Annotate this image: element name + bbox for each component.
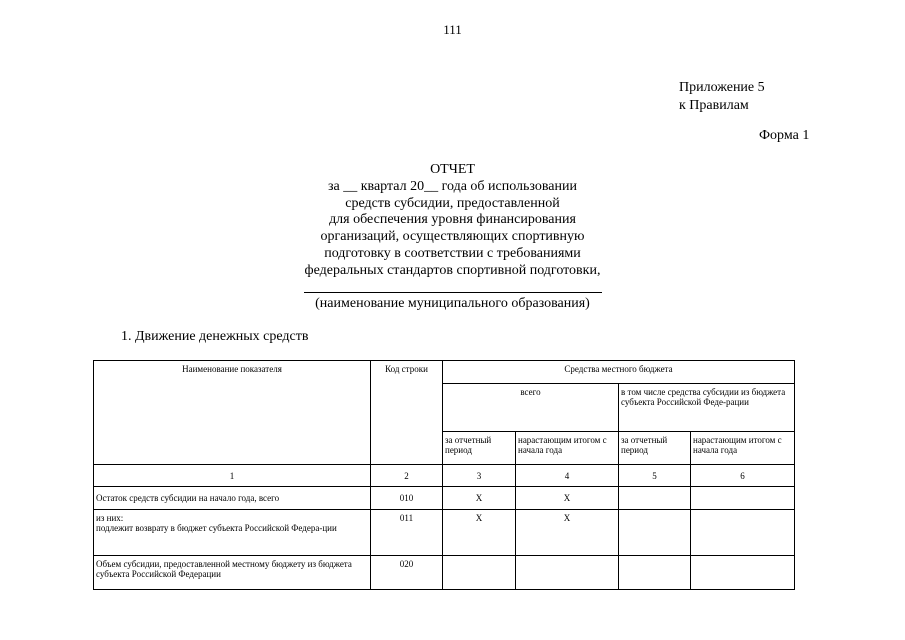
title-line-4: для обеспечения уровня финансирования	[329, 212, 576, 228]
appendix-line-1: Приложение 5	[679, 80, 765, 95]
row-name-line-1: из них:	[96, 513, 124, 523]
row-cell-4	[516, 556, 619, 590]
title-line-1: ОТЧЕТ	[430, 162, 475, 177]
header-total: всего	[443, 384, 619, 432]
row-cell-3	[443, 556, 516, 590]
row-name: Объем субсидии, предоставленной местному бюджету из бюджета субъекта Российской Федерации	[94, 556, 371, 590]
report-title	[0, 162, 905, 280]
row-cell-4: X	[516, 487, 619, 510]
form-label: Форма 1	[759, 128, 810, 143]
header-including-subsidy: в том числе средства субсидии из бюджета субъекта Российской Феде-рации	[619, 384, 795, 432]
column-number: 4	[516, 465, 619, 487]
row-cell-6	[691, 510, 795, 556]
header-cumulative-1: нарастающим итогом с начала года	[516, 432, 619, 465]
header-reporting-period-2: за отчетный период	[619, 432, 691, 465]
title-line-3: средств субсидии, предоставленной	[345, 195, 560, 211]
row-code: 020	[371, 556, 443, 590]
row-name: Остаток средств субсидии на начало года, всего	[94, 487, 371, 510]
table-row	[94, 510, 795, 556]
header-code: Код строки	[371, 361, 443, 465]
row-code: 010	[371, 487, 443, 510]
section-heading: 1. Движение денежных средств	[121, 329, 309, 344]
row-cell-6	[691, 487, 795, 510]
row-cell-5	[619, 510, 691, 556]
row-name-line-2: подлежит возврату в бюджет субъекта Российской Федера-ции	[96, 523, 337, 533]
page-number: 111	[443, 22, 462, 37]
title-line-7: федеральных стандартов спортивной подготовки,	[304, 262, 601, 278]
row-cell-3: X	[443, 510, 516, 556]
header-local-budget: Средства местного бюджета	[443, 361, 795, 384]
row-cell-5	[619, 487, 691, 510]
cash-flow-table	[93, 360, 795, 590]
column-number: 2	[371, 465, 443, 487]
appendix-reference	[679, 79, 765, 115]
title-line-5: организаций, осуществляющих спортивную	[320, 229, 585, 245]
column-number: 3	[443, 465, 516, 487]
row-cell-5	[619, 556, 691, 590]
column-number-row	[94, 465, 795, 487]
column-number: 6	[691, 465, 795, 487]
title-line-6: подготовку в соответствии с требованиями	[324, 245, 581, 261]
column-number: 1	[94, 465, 371, 487]
row-cell-6	[691, 556, 795, 590]
row-cell-3: X	[443, 487, 516, 510]
title-line-2: за __ квартал 20__ года об использовании	[327, 178, 577, 194]
header-cumulative-2: нарастающим итогом с начала года	[691, 432, 795, 465]
table-row	[94, 487, 795, 510]
row-cell-4: X	[516, 510, 619, 556]
row-code: 011	[371, 510, 443, 556]
table-row	[94, 556, 795, 590]
appendix-line-2: к Правилам	[679, 98, 749, 113]
header-indicator: Наименование показателя	[94, 361, 371, 465]
municipality-caption: (наименование муниципального образования)	[315, 296, 590, 311]
column-number: 5	[619, 465, 691, 487]
row-name	[94, 510, 371, 556]
municipality-blank-line	[304, 292, 602, 293]
header-reporting-period-1: за отчетный период	[443, 432, 516, 465]
